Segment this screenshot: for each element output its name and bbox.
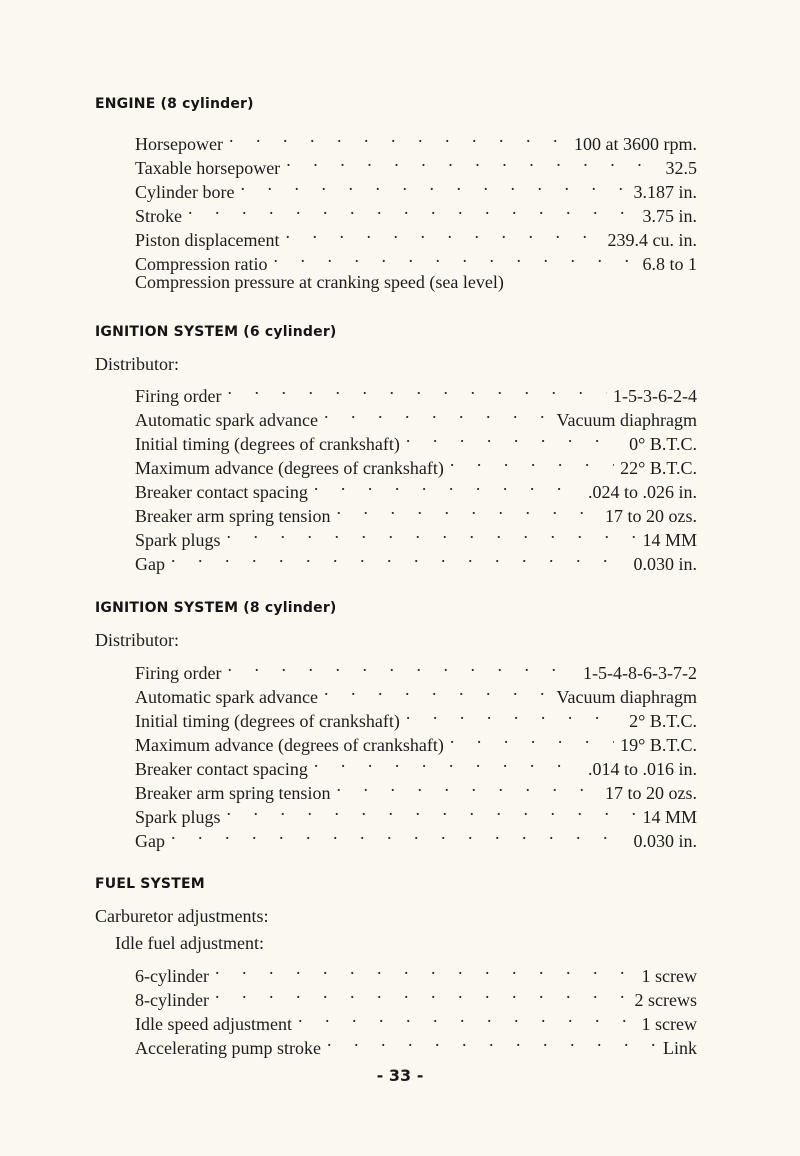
leader-dots bbox=[215, 958, 636, 982]
spec-label: Breaker contact spacing bbox=[135, 482, 308, 502]
spec-value: 2° B.T.C. bbox=[629, 711, 697, 731]
spec-value: Link bbox=[663, 1038, 697, 1058]
leader-dots bbox=[227, 378, 607, 402]
spec-label: Breaker arm spring tension bbox=[135, 783, 331, 803]
spec-row bbox=[135, 150, 697, 178]
spec-label: Spark plugs bbox=[135, 530, 221, 550]
leader-dots bbox=[298, 1006, 636, 1030]
leader-dots bbox=[227, 655, 577, 679]
leader-dots bbox=[336, 775, 599, 799]
spec-row bbox=[135, 1006, 697, 1034]
leader-dots bbox=[227, 799, 637, 823]
spec-label: Gap bbox=[135, 831, 165, 851]
spec-value: 1-5-3-6-2-4 bbox=[613, 386, 697, 406]
spec-row bbox=[135, 799, 697, 827]
section-heading-ignition-6: IGNITION SYSTEM (6 cylinder) bbox=[95, 324, 337, 340]
leader-dots bbox=[240, 174, 627, 198]
spec-label: Compression ratio bbox=[135, 254, 268, 274]
spec-row bbox=[135, 679, 697, 707]
spec-label: Accelerating pump stroke bbox=[135, 1038, 321, 1058]
subheading-idle-fuel: Idle fuel adjustment: bbox=[115, 933, 264, 953]
leader-dots bbox=[286, 150, 659, 174]
spec-label: Automatic spark advance bbox=[135, 687, 318, 707]
leader-dots bbox=[285, 222, 601, 246]
spec-value: 0° B.T.C. bbox=[629, 434, 697, 454]
spec-label: Initial timing (degrees of crankshaft) bbox=[135, 434, 400, 454]
spec-row bbox=[135, 222, 697, 250]
leader-dots bbox=[406, 703, 623, 727]
spec-row bbox=[135, 426, 697, 454]
spec-label: Compression pressure at cranking speed (sea level) bbox=[135, 272, 504, 292]
spec-row bbox=[135, 982, 697, 1010]
spec-value: Vacuum diaphragm bbox=[556, 410, 697, 430]
spec-value: 0.030 in. bbox=[633, 831, 697, 851]
subheading-distributor: Distributor: bbox=[95, 354, 179, 374]
spec-row bbox=[135, 703, 697, 731]
spec-label: Spark plugs bbox=[135, 807, 221, 827]
leader-dots bbox=[274, 246, 637, 270]
spec-value: 17 to 20 ozs. bbox=[605, 783, 697, 803]
spec-value: 239.4 cu. in. bbox=[607, 230, 697, 250]
spec-value: 14 MM bbox=[642, 530, 697, 550]
spec-row bbox=[135, 450, 697, 478]
spec-row bbox=[135, 775, 697, 803]
leader-dots bbox=[324, 679, 551, 703]
page-number: - 33 - bbox=[376, 1066, 424, 1085]
spec-value: .024 to .026 in. bbox=[587, 482, 697, 502]
leader-dots bbox=[314, 474, 582, 498]
spec-value: 19° B.T.C. bbox=[620, 735, 697, 755]
spec-label: Idle speed adjustment bbox=[135, 1014, 292, 1034]
spec-value: 2 screws bbox=[634, 990, 697, 1010]
spec-row bbox=[135, 402, 697, 430]
spec-label: 6-cylinder bbox=[135, 966, 209, 986]
spec-label: Firing order bbox=[135, 386, 222, 406]
spec-row bbox=[135, 174, 697, 202]
spec-label: Stroke bbox=[135, 206, 182, 226]
spec-value: 0.030 in. bbox=[633, 554, 697, 574]
leader-dots bbox=[406, 426, 623, 450]
spec-row bbox=[135, 751, 697, 779]
leader-dots bbox=[171, 823, 627, 847]
spec-label: Breaker contact spacing bbox=[135, 759, 308, 779]
spec-row bbox=[135, 522, 697, 550]
spec-value: 3.75 in. bbox=[642, 206, 697, 226]
spec-label: Firing order bbox=[135, 663, 222, 683]
spec-value: .014 to .016 in. bbox=[587, 759, 697, 779]
leader-dots bbox=[227, 522, 637, 546]
spec-value: 17 to 20 ozs. bbox=[605, 506, 697, 526]
spec-row bbox=[135, 246, 697, 274]
leader-dots bbox=[324, 402, 551, 426]
leader-dots bbox=[336, 498, 599, 522]
spec-value: 6.8 to 1 bbox=[642, 254, 697, 274]
section-heading-ignition-8: IGNITION SYSTEM (8 cylinder) bbox=[95, 600, 337, 616]
spec-row bbox=[135, 958, 697, 986]
subheading-carburetor: Carburetor adjustments: bbox=[95, 906, 269, 926]
spec-label: Horsepower bbox=[135, 134, 223, 154]
spec-label: Cylinder bore bbox=[135, 182, 235, 202]
leader-dots bbox=[215, 982, 629, 1006]
spec-row bbox=[135, 474, 697, 502]
spec-label: Automatic spark advance bbox=[135, 410, 318, 430]
spec-row bbox=[135, 378, 697, 406]
subheading-distributor: Distributor: bbox=[95, 630, 179, 650]
spec-value: 1-5-4-8-6-3-7-2 bbox=[583, 663, 697, 683]
leader-dots bbox=[450, 450, 614, 474]
spec-value: 100 at 3600 rpm. bbox=[574, 134, 697, 154]
spec-value: 32.5 bbox=[665, 158, 697, 178]
spec-label: Breaker arm spring tension bbox=[135, 506, 331, 526]
leader-dots bbox=[314, 751, 582, 775]
spec-label: Maximum advance (degrees of crankshaft) bbox=[135, 735, 444, 755]
spec-row bbox=[135, 498, 697, 526]
section-heading-engine: ENGINE (8 cylinder) bbox=[95, 96, 254, 112]
spec-row bbox=[135, 198, 697, 226]
spec-label: Maximum advance (degrees of crankshaft) bbox=[135, 458, 444, 478]
section-heading-fuel: FUEL SYSTEM bbox=[95, 876, 205, 892]
spec-label: Piston displacement bbox=[135, 230, 280, 250]
spec-row bbox=[135, 270, 697, 294]
spec-row bbox=[135, 1030, 697, 1058]
spec-row bbox=[135, 126, 697, 154]
spec-row bbox=[135, 823, 697, 851]
spec-value: 3.187 in. bbox=[633, 182, 697, 202]
leader-dots bbox=[171, 546, 627, 570]
spec-label: Gap bbox=[135, 554, 165, 574]
spec-value: 14 MM bbox=[642, 807, 697, 827]
spec-row bbox=[135, 655, 697, 683]
spec-value: 1 screw bbox=[641, 966, 697, 986]
spec-value: 22° B.T.C. bbox=[620, 458, 697, 478]
spec-label: Initial timing (degrees of crankshaft) bbox=[135, 711, 400, 731]
leader-dots bbox=[188, 198, 636, 222]
spec-label: 8-cylinder bbox=[135, 990, 209, 1010]
leader-dots bbox=[327, 1030, 657, 1054]
spec-row bbox=[135, 727, 697, 755]
spec-label: Taxable horsepower bbox=[135, 158, 281, 178]
spec-row bbox=[135, 546, 697, 574]
spec-value: Vacuum diaphragm bbox=[556, 687, 697, 707]
spec-value: 1 screw bbox=[641, 1014, 697, 1034]
leader-dots bbox=[229, 126, 568, 150]
leader-dots bbox=[450, 727, 614, 751]
